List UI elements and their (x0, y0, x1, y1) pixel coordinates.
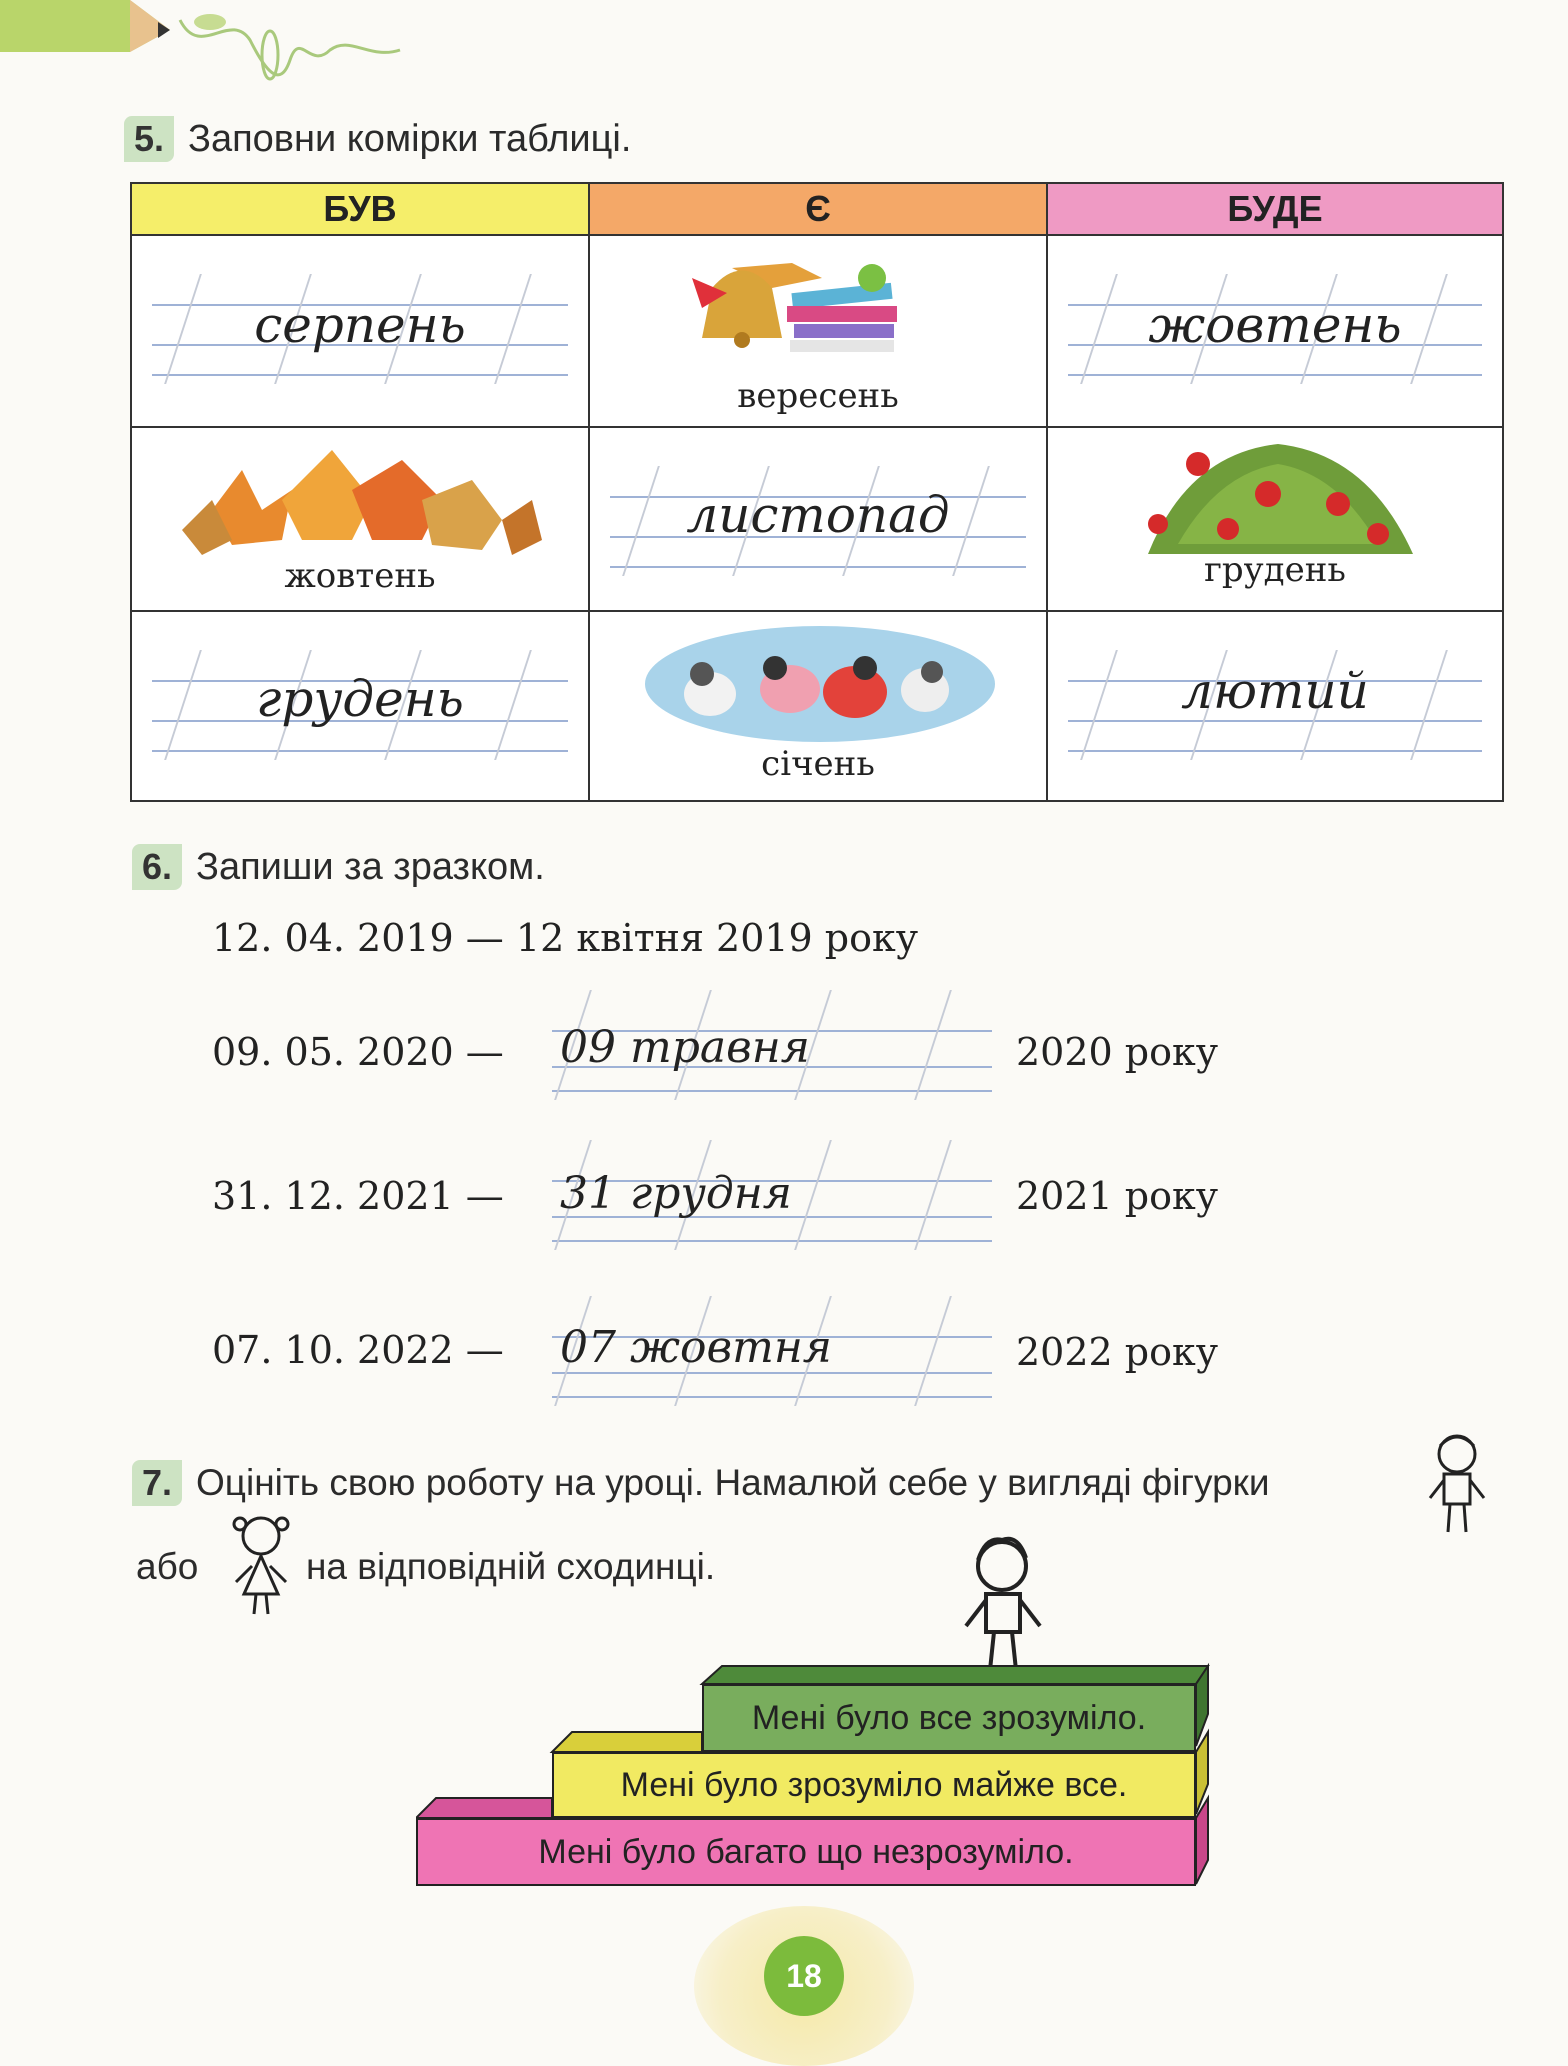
school-bell-books-icon (682, 248, 912, 358)
cell-r3-was[interactable] (130, 610, 590, 802)
sample-date: 12. 04. 2019 — 12 квітня 2019 року (212, 916, 919, 960)
girl-figure-icon (226, 1510, 296, 1620)
caption-month: жовтень (284, 556, 436, 596)
date-label: 31. 12. 2021 — (212, 1174, 504, 1218)
caption-month: грудень (1204, 550, 1346, 590)
caption-month: січень (761, 744, 875, 784)
cell-r1-will-be[interactable] (1046, 234, 1504, 428)
task-number-6: 6. (132, 844, 182, 890)
boy-figure-icon (1422, 1428, 1492, 1538)
handwritten-answer: грудень (256, 670, 464, 728)
task-7-or: або (136, 1546, 199, 1587)
task-6-instruction: Запиши за зразком. (196, 846, 545, 888)
header-was: БУВ (130, 182, 590, 236)
task-5-instruction: Заповни комірки таблиці. (188, 118, 632, 160)
step-middle[interactable]: Мені було зрозуміло майже все. (552, 1752, 1196, 1818)
cell-r3-is (588, 610, 1048, 802)
handwritten-answer: 09 травня (560, 1022, 810, 1073)
task-7-on-step: на відповідній сходинці. (306, 1546, 716, 1587)
page-number: 18 (764, 1936, 844, 2016)
handwritten-answer: лютий (1181, 662, 1369, 720)
caption-month: вересень (737, 376, 899, 416)
handwritten-answer: 31 грудня (560, 1168, 792, 1219)
header-is: Є (588, 182, 1048, 236)
bullfinches-winter-icon (640, 624, 1000, 744)
handwritten-answer: листопад (686, 486, 950, 544)
boy-figure-on-step-icon (956, 1530, 1048, 1678)
task-number-5: 5. (124, 116, 174, 162)
months-table (130, 182, 1502, 802)
cell-r2-will-be (1046, 426, 1504, 612)
year-label: 2020 року (1016, 1030, 1219, 1074)
vine-decoration-icon (170, 0, 410, 100)
header-will-be: БУДЕ (1046, 182, 1504, 236)
cell-r3-will-be[interactable] (1046, 610, 1504, 802)
cell-r2-is[interactable] (588, 426, 1048, 612)
date-label: 09. 05. 2020 — (212, 1030, 504, 1074)
year-label: 2021 року (1016, 1174, 1219, 1218)
christmas-tree-branch-icon (1128, 434, 1428, 564)
task-7-instruction: Оцініть свою роботу на уроці. Намалюй себе у вигляді фігурки (196, 1462, 1270, 1503)
task-number-7: 7. (132, 1460, 182, 1506)
cell-r1-is (588, 234, 1048, 428)
year-label: 2022 року (1016, 1330, 1219, 1374)
page-number-badge (694, 1906, 914, 2066)
step-bottom[interactable]: Мені було багато що незрозуміло. (416, 1818, 1196, 1886)
date-label: 07. 10. 2022 — (212, 1328, 504, 1372)
autumn-leaves-icon (182, 440, 542, 560)
handwritten-answer: 07 жовтня (560, 1322, 832, 1373)
cell-r1-was[interactable] (130, 234, 590, 428)
step-top[interactable]: Мені було все зрозуміло. (702, 1684, 1196, 1752)
handwritten-answer: серпень (254, 296, 466, 354)
cell-r2-was (130, 426, 590, 612)
handwritten-answer: жовтень (1148, 296, 1402, 354)
